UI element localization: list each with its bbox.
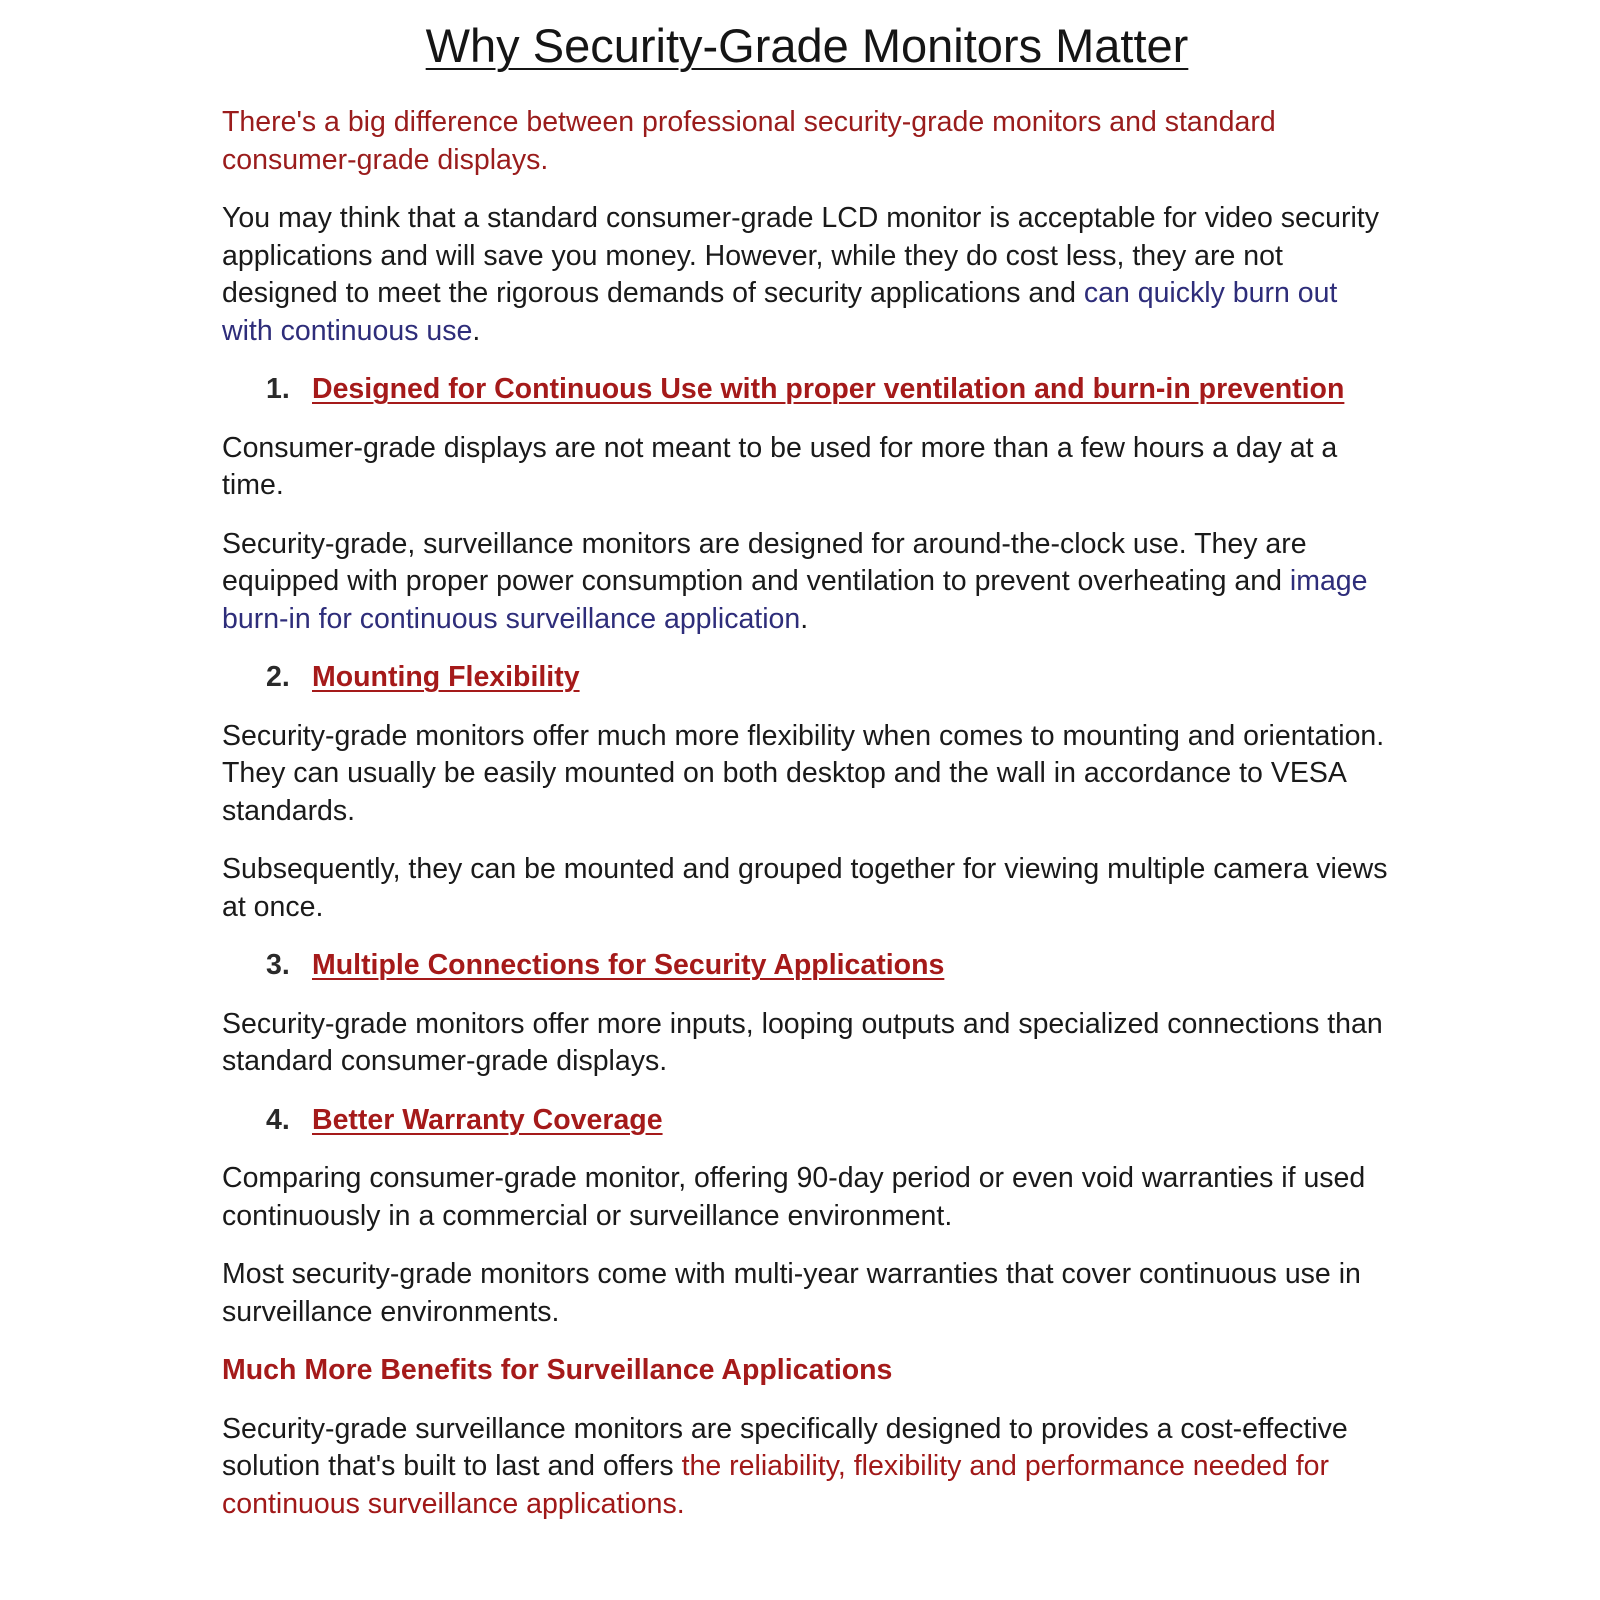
paragraph-end: . — [800, 602, 809, 635]
paragraph-connections: Security-grade monitors offer more inputs, looping outputs and specialized connections than standard consumer-grade displays. — [222, 1007, 1383, 1077]
section-title: Multiple Connections for Security Applications — [312, 949, 945, 981]
paragraph-benefits — [222, 1411, 1392, 1524]
section-heading-connections — [222, 947, 1392, 985]
section-heading-continuous-use — [222, 371, 1392, 409]
section-title: Mounting Flexibility — [312, 661, 580, 693]
paragraph-end: . — [472, 314, 481, 347]
section-title: Designed for Continuous Use with proper ventilation and burn-in prevention — [312, 373, 1345, 405]
paragraph-multi-year-warranty: Most security-grade monitors come with multi-year warranties that cover continuous use in surveillance environments. — [222, 1258, 1361, 1328]
paragraph-around-the-clock — [222, 526, 1392, 639]
paragraph-consumer-hours: Consumer-grade displays are not meant to be used for more than a few hours a day at a time. — [222, 431, 1338, 501]
paragraph-text: You may think that a standard consumer-grade LCD monitor is acceptable for video security applications and will save you money. However, while they do cost less, they are not designed to meet the rigorous demands of security applications and — [222, 202, 1379, 309]
paragraph-text: Security-grade surveillance monitors are specifically designed to provides a cost-effective solution that's built to last and offers — [222, 1412, 1348, 1482]
paragraph-grouped-views: Subsequently, they can be mounted and grouped together for viewing multiple camera views at once. — [222, 853, 1388, 923]
section-heading-warranty — [222, 1102, 1392, 1140]
highlight-text: can quickly burn out with continuous use — [222, 277, 1338, 347]
section-title: Better Warranty Coverage — [312, 1103, 663, 1136]
highlight-text: image burn-in for continuous surveillance application — [222, 565, 1368, 635]
paragraph-mounting-flexibility: Security-grade monitors offer much more flexibility when comes to mounting and orientation. They can usually be easily mounted on both desktop and the wall in accordance to VESA standards. — [222, 719, 1385, 827]
intro-paragraph: There's a big difference between professional security-grade monitors and standard consumer-grade displays. — [222, 106, 1276, 176]
section-number: 2. — [266, 661, 290, 693]
document-page — [222, 14, 1392, 1544]
section-heading-mounting — [222, 659, 1392, 697]
page-title: Why Security-Grade Monitors Matter — [425, 19, 1189, 72]
section-number: 1. — [266, 373, 290, 405]
benefits-heading: Much More Benefits for Surveillance Applications — [222, 1354, 893, 1386]
paragraph-text: Security-grade, surveillance monitors are designed for around-the-clock use. They are equipped with proper power consumption and ventilation to prevent overheating and — [222, 527, 1307, 597]
paragraph-consumer-warranty: Comparing consumer-grade monitor, offering 90-day period or even void warranties if used continuously in a commercial or surveillance environment. — [222, 1162, 1366, 1232]
highlight-text: the reliability, flexibility and performance needed for continuous surveillance applications. — [222, 1450, 1330, 1520]
paragraph-consumer-lcd — [222, 200, 1392, 350]
section-number: 3. — [266, 949, 290, 981]
section-number: 4. — [266, 1103, 290, 1136]
